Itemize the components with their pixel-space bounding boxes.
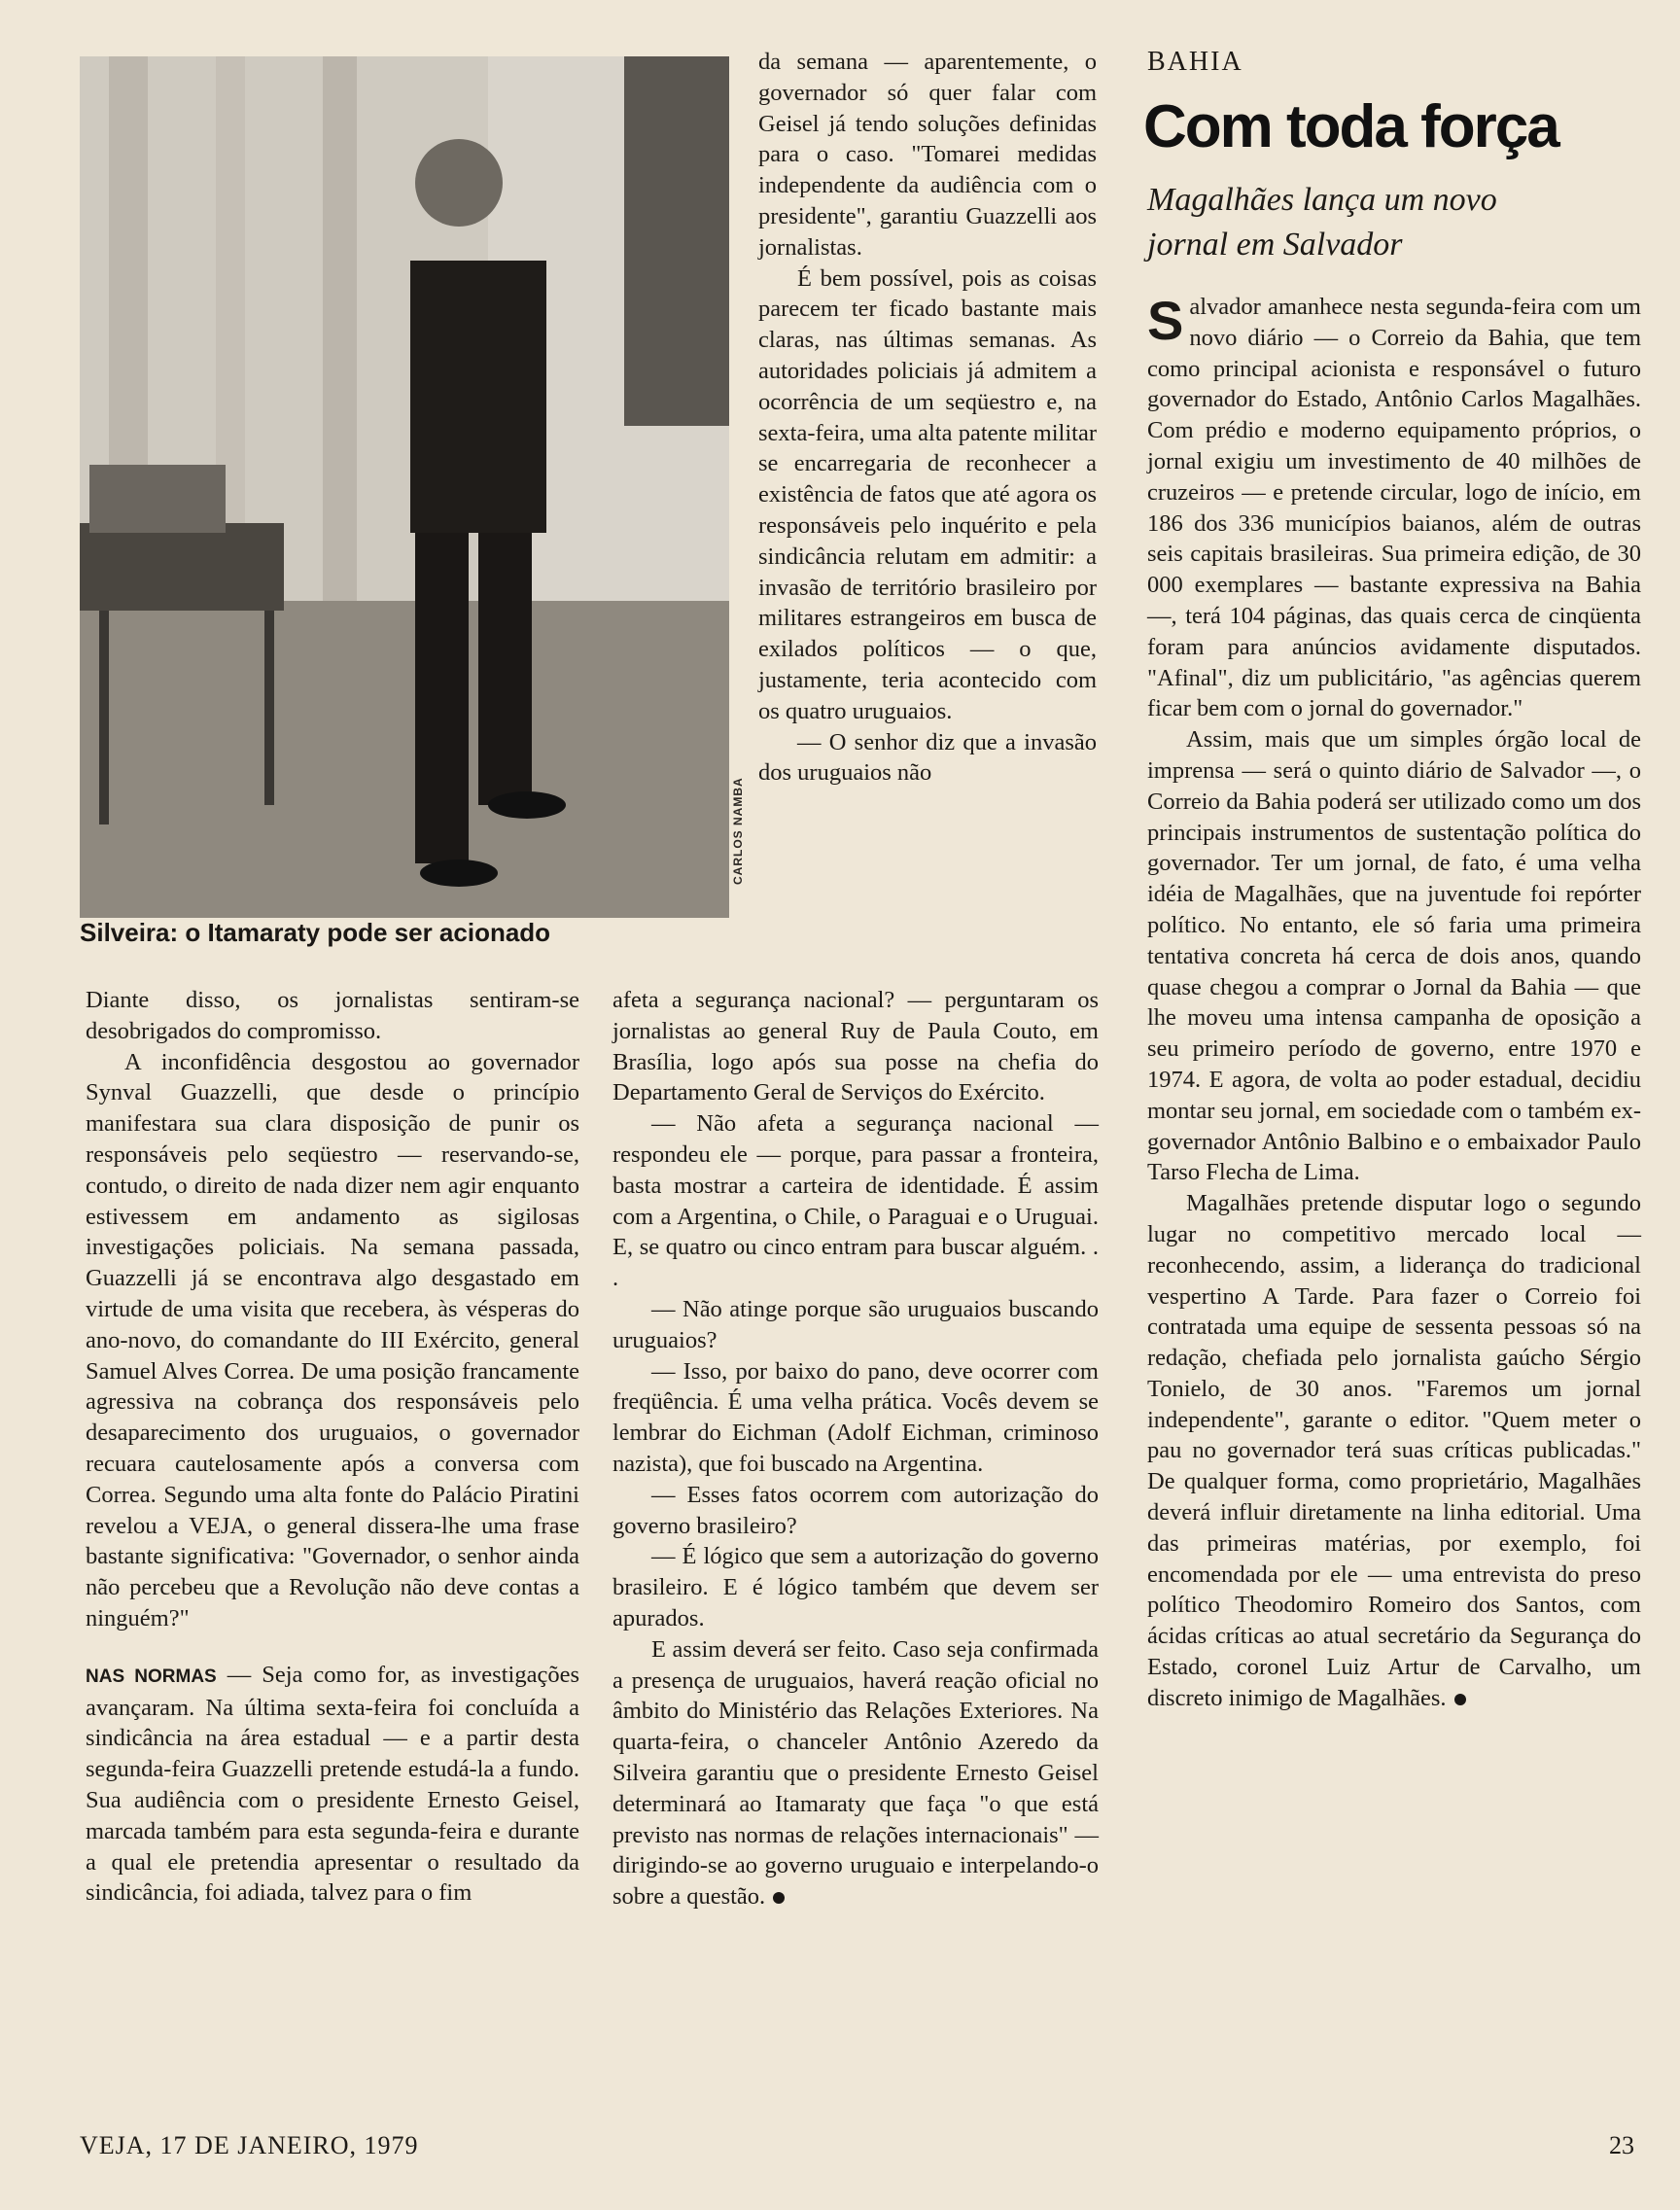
photo-credit: CARLOS NAMBA <box>731 777 745 886</box>
photo-illustration <box>80 56 729 918</box>
paragraph: da semana — aparentemente, o governador só quer falar com Geisel já tendo soluções definidas para o caso. "Tomarei medidas independente da audiência com o presidente", garantiu Guazzelli aos jornalistas. <box>758 49 1097 261</box>
photo-caption: Silveira: o Itamaraty pode ser acionado <box>80 918 551 947</box>
paragraph: afeta a segurança nacional? — perguntaram os jornalistas ao general Ruy de Paula Couto, em Brasília, logo após sua posse na chefia do Departamento Geral de Serviços do Exército. <box>612 987 1099 1106</box>
paragraph-text: E assim deverá ser feito. Caso seja confirmada a presença de uruguaios, haverá reação oficial no âmbito do Ministério das Relações Exteriores. Na quarta-feira, o chanceler Antônio Azeredo da Silveira garantiu que o presidente Ernesto Geisel determinará ao Itamaraty que faça "o que está previsto nas normas de relações internacionais" — dirigindo-se ao governo uruguaio e interpelando-o sobre a questão. <box>612 1635 1099 1911</box>
paragraph: — Esses fatos ocorrem com autorização do governo brasileiro? <box>612 1481 1099 1539</box>
end-bullet-icon <box>773 1892 785 1904</box>
paragraph: — Não afeta a segurança nacional — respondeu ele — porque, para passar a fronteira, basta mostrar a carteira de identidade. É assim com a Argentina, o Chile, o Paraguai e o Uruguai. E, se quatro ou cinco entram para buscar alguém. . . <box>612 1110 1099 1292</box>
subheading: NAS NORMAS <box>86 1666 217 1687</box>
page-number: 23 <box>1609 2131 1634 2159</box>
article-headline: Com toda força <box>1143 93 1558 160</box>
paragraph: A inconfidência desgostou ao governador Synval Guazzelli, que desde o princípio manifestara sua clara disposição de punir os responsáveis pelo seqüestro — reservando-se, contudo, o direito de nada dizer nem agir enquanto estivessem em andamento as sigilosas investigações policiais. Na semana passada, Guazzelli já se encontrava algo desgastado em virtude de uma visita que recebera, às vésperas do ano-novo, do comandante do III Exército, general Samuel Alves Correa. De uma posição francamente agressiva na cobrança dos responsáveis pelo desaparecimento dos uruguaios, o governador recuara cautelosamente após a conversa com Correa. Segundo uma alta fonte do Palácio Piratini revelou a VEJA, o general dissera-lhe uma frase bastante significativa: "Governador, o senhor ainda não percebeu que a Revolução não deve contas a ninguém?" <box>86 1048 579 1631</box>
paragraph-text: alvador amanhece nesta segunda-feira com um novo diário — o Correio da Bahia, que tem como principal acionista e responsável o futuro governador do Estado, Antônio Carlos Magalhães. Com prédio e moderno equipamento próprios, o jornal exigiu um investimento de 40 milhões de cruzeiros — e pretende circular, logo de início, em 186 dos 336 municípios baianos, além de outras seis capitais brasileiras. Sua primeira edição, de 30 000 exemplares — bastante expressiva na Bahia —, terá 104 páginas, das quais cerca de cinqüenta foram para anúncios avidamente disputados. "Afinal", diz um publicitário, "as agências querem ficar bem com o jornal do governador." <box>1147 294 1641 722</box>
paragraph: — Isso, por baixo do pano, deve ocorrer com freqüência. É uma velha prática. Vocês devem se lembrar do Eichman (Adolf Eichman, criminoso nazista), que foi buscado na Argentina. <box>612 1357 1099 1477</box>
footer-publication: VEJA, 17 DE JANEIRO, 1979 <box>80 2131 419 2159</box>
article-photo <box>80 56 729 918</box>
column-3 <box>1147 292 1641 1714</box>
paragraph: É bem possível, pois as coisas parecem ter ficado bastante mais claras, nas últimas semanas. As autoridades policiais já admitem a ocorrência de um seqüestro e, na sexta-feira, uma alta patente militar se encarregaria de reconhecer a existência de fatos que até agora os responsáveis pelo inquérito e pela sindicância relutam em admitir: a invasão de território brasileiro por militares estrangeiros em busca de exilados políticos — o que, justamente, teria acontecido com os quatro uruguaios. <box>758 264 1097 724</box>
paragraph <box>1147 292 1641 724</box>
end-bullet-icon <box>1454 1694 1466 1705</box>
column-1 <box>86 985 579 1909</box>
section-label: BAHIA <box>1147 47 1243 77</box>
column-2-bottom <box>612 985 1099 1912</box>
column-2-top <box>758 47 1097 789</box>
article-subhead: Magalhães lança um novo jornal em Salvador <box>1147 182 1497 263</box>
paragraph: Assim, mais que um simples órgão local de imprensa — será o quinto diário de Salvador —, o Correio da Bahia poderá ser utilizado como um dos principais instrumentos de sustentação política do governador. Ter um jornal, de fato, é uma velha idéia de Magalhães, que na juventude foi repórter político. No entanto, ele só faria uma primeira tentativa concreta há cerca de dois anos, quando quase chegou a comprar o Jornal da Bahia — que lhe moveu uma intensa campanha de oposição a seu primeiro período de governo, entre 1970 e 1974. E agora, de volta ao poder estadual, decidiu montar seu jornal, em sociedade com o também ex-governador Antônio Balbino e o embaixador Paulo Tarso Flecha de Lima. <box>1147 726 1641 1186</box>
paragraph: Diante disso, os jornalistas sentiram-se desobrigados do compromisso. <box>86 987 579 1044</box>
paragraph <box>612 1634 1099 1912</box>
paragraph-text: — Seja como for, as investigações avançaram. Na última sexta-feira foi concluída a sindicância na área estadual — e a partir desta segunda-feira Guazzelli pretende estudá-la a fundo. Sua audiência com o presidente Ernesto Geisel, marcada também para esta segunda-feira e durante a qual ele pretendia apresentar o resultado da sindicância, foi adiada, talvez para o fim <box>86 1661 579 1907</box>
drop-cap: S <box>1147 290 1184 351</box>
paragraph: — É lógico que sem a autorização do governo brasileiro. E é lógico também que devem ser apurados. <box>612 1543 1099 1631</box>
paragraph <box>86 1660 579 1909</box>
paragraph-text: Magalhães pretende disputar logo o segundo lugar no competitivo mercado local — reconhecendo, assim, a liderança do tradicional vespertino A Tarde. Para fazer o Correio foi contratada uma equipe de sessenta pessoas só na redação, chefiada pelo jornalista gaúcho Sérgio Tonielo, de 30 anos. "Faremos um jornal independente", garante o editor. "Quem meter o pau no governador terá suas críticas publicadas." De qualquer forma, como proprietário, Magalhães deverá influir diretamente na linha editorial. Uma das primeiras matérias, por exemplo, foi encomendada por ele — uma entrevista do preso político Theodomiro Romeiro dos Santos, com ácidas críticas ao atual secretário da Segurança do Estado, coronel Luiz Artur de Carvalho, um discreto inimigo de Magalhães. <box>1147 1190 1641 1711</box>
paragraph: — O senhor diz que a invasão dos uruguaios não <box>758 728 1097 787</box>
paragraph <box>1147 1188 1641 1714</box>
paragraph: — Não atinge porque são uruguaios buscando uruguaios? <box>612 1295 1099 1353</box>
